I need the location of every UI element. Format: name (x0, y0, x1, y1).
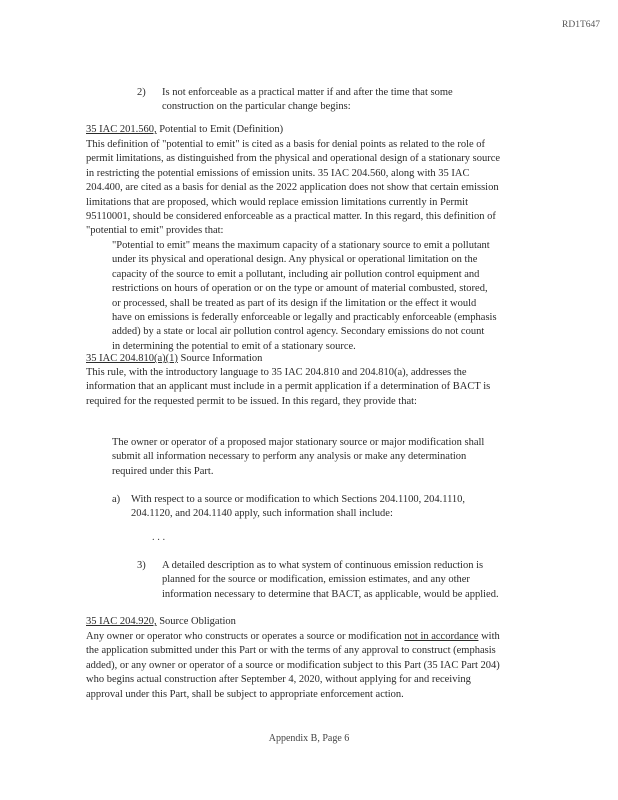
text-line: This definition of "potential to emit" is cited as a basis for denial points as related to the role of (86, 139, 486, 150)
text-line: information that an applicant must include in a permit application if a determination of BACT is (86, 381, 491, 393)
text-line: the application submitted under this Part or with the terms of any approval to construct (emphasis (86, 645, 496, 657)
section-citation: 35 IAC 201.560, (86, 124, 157, 135)
emphasis-underline: not in accordance (404, 631, 479, 642)
ellipsis: . . . (152, 532, 166, 543)
text-line: The owner or operator of a proposed major stationary source or major modification shall (112, 437, 485, 448)
text-line: This rule, with the introductory language to 35 IAC 204.810 and 204.810(a), addresses the (86, 367, 467, 378)
text-line: approval under this Part, shall be subject to appropriate enforcement action. (86, 688, 404, 700)
item-text (162, 86, 582, 115)
text-line: capacity of the source to emit a pollutant, including air pollution control equipment and (112, 268, 480, 280)
text-line: have on emissions is federally enforceable or legally and practicably enforceable (emphasis (112, 312, 497, 324)
text-line: 95110001, should be considered enforceable as a practical matter. In this regard, this definition of (86, 211, 496, 223)
item-text-line: construction on the particular change begins: (162, 101, 351, 113)
text-line: information necessary to determine that BACT, as applicable, would be applied. (162, 588, 499, 600)
sub-item-a-text (131, 493, 531, 522)
text-line: who begins actual construction after September 4, 2020, without applying for and receiving (86, 674, 471, 686)
section-heading-potential-to-emit (86, 123, 283, 137)
text-line: in determining the potential to emit of a stationary source. (112, 340, 356, 352)
section-title: Source Obligation (159, 616, 236, 627)
text-line: added) by a state or local air pollution control agency. Secondary emissions do not count (112, 326, 485, 338)
text-line: or processed, shall be treated as part of its design if the limitation or the effect it would (112, 297, 477, 309)
text-line: in restricting the potential emissions of emission units. 35 IAC 204.560, along with 35 IAC (86, 167, 470, 179)
paragraph-potential-to-emit (86, 138, 546, 239)
item-number: 2) (137, 87, 146, 98)
text-line: permit limitations, as distinguished from the physical and operational design of a stationary source (86, 153, 501, 165)
paragraph-source-obligation (86, 630, 556, 702)
section-heading-source-information (86, 352, 262, 366)
paragraph-rest (86, 644, 556, 702)
item-text-line: Is not enforceable as a practical matter if and after the time that some (162, 87, 453, 98)
text-line: 204.1120, and 204.1140 apply, such information shall include: (131, 508, 393, 520)
section-title: Source Information (180, 353, 263, 364)
text-span: with (478, 631, 500, 642)
text-line: "Potential to emit" means the maximum capacity of a stationary source to emit a pollutant (112, 240, 490, 251)
text-line: planned for the source or modification, emission estimates, and any other (162, 574, 470, 586)
section-citation: 35 IAC 204.810(a)(1) (86, 353, 178, 364)
text-line: required for the requested permit to be issued. In this regard, they provide that: (86, 395, 417, 407)
blockquote-potential-to-emit (112, 239, 532, 354)
section-citation: 35 IAC 204.920, (86, 616, 157, 627)
sub-item-number: a) (112, 494, 121, 505)
section-title: Potential to Emit (Definition) (159, 124, 284, 135)
text-line: limitations that are proposed, which would replace emission limitations currently in Permit (86, 196, 469, 208)
text-line: With respect to a source or modification to which Sections 204.1100, 204.1110, (131, 494, 466, 505)
text-line: restrictions on hours of operation or on the type or amount of material combusted, stored, (112, 283, 488, 295)
blockquote-source-information (112, 436, 532, 479)
text-line: 204.400, are cited as a basis for denial as the 2022 application does not show that certain emission (86, 182, 499, 194)
paragraph-source-information (86, 366, 546, 409)
page-footer: Appendix B, Page 6 (268, 733, 350, 744)
section-heading-source-obligation (86, 615, 236, 629)
sub-item-number: 3) (137, 560, 146, 571)
text-span: Any owner or operator who constructs or operates a source or modification (86, 631, 405, 642)
text-line: added), or any owner or operator of a source or modification subject to this Part (35 IAC Part 204) (86, 659, 500, 671)
text-line: submit all information necessary to perform any analysis or make any determination (112, 451, 467, 463)
text-line: "potential to emit" provides that: (86, 225, 224, 237)
document-id: RD1T647 (562, 20, 600, 30)
text-line: under its physical and operational design. Any physical or operational limitation on the (112, 254, 478, 266)
sub-item-3-text (162, 559, 542, 602)
text-line: A detailed description as to what system of continuous emission reduction is (162, 560, 484, 571)
paragraph-line (86, 630, 556, 644)
text-line: required under this Part. (112, 465, 214, 477)
